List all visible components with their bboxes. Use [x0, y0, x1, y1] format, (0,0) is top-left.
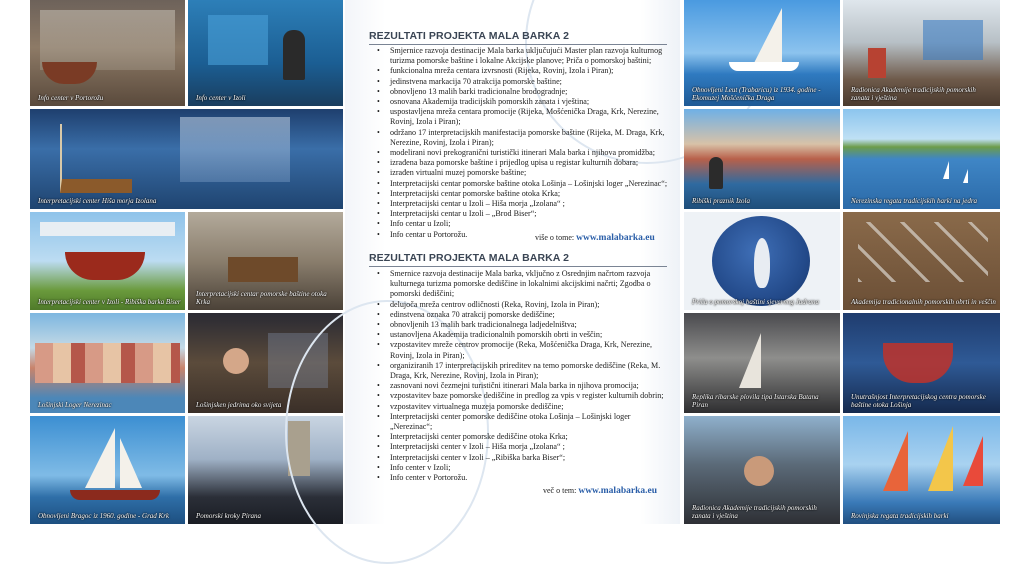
- photo-caption: Ribiški praznik Izola: [692, 197, 750, 205]
- list-item: • organiziranih 17 interpretacijskih prireditev na temo pomorske dediščine (Reka, M. Draga, Krk, Nerezine, Rovinj, Izola in Piran);: [370, 361, 668, 381]
- results-list-slovene: [370, 269, 668, 483]
- photo-centar-krk: [188, 212, 343, 310]
- list-item: • Info center v Izoli;: [370, 463, 668, 473]
- photo-caption: Nerezinska regata tradicijskih barki na jedra: [851, 197, 978, 205]
- more-info-slovene: [543, 486, 657, 496]
- list-item: • Info centar u Portorožu.: [370, 230, 668, 240]
- list-item: • obnovljenih 13 malih bark tradicionalnega ladjedelništva;: [370, 320, 668, 330]
- more-info-croatian: [535, 233, 655, 243]
- list-item: • Interpretacijski center v Izoli – Hiša morja „Izolana“ ;: [370, 442, 668, 452]
- photo-bragoc-krk: [30, 416, 185, 524]
- list-item: • Info centar u Izoli;: [370, 219, 668, 229]
- list-item: • izrađen virtualni muzej pomorske baštine;: [370, 168, 668, 178]
- title-rule: [369, 44, 667, 45]
- photo-caption: Radionica Akademije tradicijskih pomorskih zanata i vještina: [692, 504, 817, 520]
- photo-caption: Akademija tradicionalnih pomorskih obrti in veščin: [851, 298, 996, 306]
- photo-caption: Lošinjski Loger Nerezinac: [38, 401, 112, 409]
- list-item: • modelirani novi prekogranični turistički itinerari Mala barka i njihova promidžba;: [370, 148, 668, 158]
- section-title-slovene: REZULTATI PROJEKTA MALA BARKA 2: [369, 252, 570, 264]
- photo-caption: Pomorski kroky Pirana: [196, 512, 262, 520]
- photo-caption: Rovinjska regata tradicijskih barki: [851, 512, 949, 520]
- list-item: • vzpostavitev virtualnega muzeja pomorske dediščine;: [370, 402, 668, 412]
- photo-ribiska-barka-biser: [30, 212, 185, 310]
- photo-caption: Obnovljeni Bragoc iz 1960. godine - Grad Krk: [38, 512, 170, 520]
- photo-unutrasnjost-losinj: [843, 313, 1000, 413]
- list-item: • Interpretacijski centar pomorske baštine otoka Krka;: [370, 189, 668, 199]
- photo-rovinjska-regata: [843, 416, 1000, 524]
- photo-prica-pomorskoj-bastini: [684, 212, 840, 310]
- photo-caption: Replika ribarske plovila tipa Istarska Batana Piran: [692, 393, 819, 409]
- list-item: • osnovana Akademija tradicijskih pomorskih zanata i vještina;: [370, 97, 668, 107]
- list-item: • ustanovljena Akademija tradicionalnih pomorskih obrti in veščin;: [370, 330, 668, 340]
- photo-caption: Interpretacijski center v Izoli - Ribiška barka Biser: [38, 298, 181, 306]
- list-item: • vzpostavitev baze pomorske dediščine in predlog za vpis v register kulturnih dobrin;: [370, 391, 668, 401]
- list-item: • zasnovani novi čezmejni turistični itinerari Mala barka in njihova promocija;: [370, 381, 668, 391]
- photo-caption: Info center v Portorožu: [38, 94, 104, 102]
- more-label: več o tem:: [543, 486, 577, 495]
- photo-info-center-izola: [188, 0, 343, 106]
- list-item: • Interpretacijski centar pomorske baštine otoka Lošinja – Lošinjski loger „Nerezinac“;: [370, 179, 668, 189]
- photo-caption: Interpretacijski center Hiša morja Izolana: [38, 197, 157, 205]
- photo-caption: Interpretacijski centar pomorske baštine otoka Krka: [196, 290, 327, 306]
- list-item: • Interpretacijski center v Izoli – „Ribiška barka Biser“;: [370, 453, 668, 463]
- list-item: • izrađena baza pomorske baštine i prijedlog upisa u registar kulturnih dobara;: [370, 158, 668, 168]
- photo-leut-moscenicka-draga: [684, 0, 840, 106]
- photo-radionica-akademije-2: [684, 416, 840, 524]
- photo-caption: Unutrašnjost Interpretacijskog centra pomorske baštine otoka Lošinja: [851, 393, 986, 409]
- list-item: • funkcionalna mreža centara izvrsnosti (Rijeka, Rovinj, Izola i Piran);: [370, 66, 668, 76]
- photo-nerezinska-regata: [843, 109, 1000, 209]
- text-panel: [345, 0, 680, 524]
- photo-radionica-akademije-1: [843, 0, 1000, 106]
- list-item: • Interpretacijski centar u Izoli – „Brod Biser“;: [370, 209, 668, 219]
- photo-ribiski-praznik-izola: [684, 109, 840, 209]
- photo-hisa-morja-izolana: [30, 109, 343, 209]
- list-item: • održano 17 interpretacijskih manifestacija pomorske baštine (Rijeka, M. Draga, Krk, Nerezine, Rovinj, Izola i Piran);: [370, 128, 668, 148]
- photo-akademija-obrti: [843, 212, 1000, 310]
- list-item: • Smernice razvoja destinacije Mala barka, vključno z Osrednjim načrtom razvoja kulturnega turizma pomorske dediščine in lokalnimi akcijskimi načrti; Zgodba o pomorski dediščini;: [370, 269, 668, 300]
- photo-caption: Obnovljeni Leut (Trabaricu) iz 1934. godine - Ekomuzej Mošćenička Draga: [692, 86, 821, 102]
- list-item: • uspostavljena mreža centara promocije (Rijeka, Mošćenička Draga, Krk, Nerezine, Rovinj, Izola i Piran);: [370, 107, 668, 127]
- list-item: • Interpretacijski center pomorske dediščine otoka Krka;: [370, 432, 668, 442]
- photo-replika-batana-piran: [684, 313, 840, 413]
- list-item: • Info center v Portorožu.: [370, 473, 668, 483]
- photo-losinjski-loger: [30, 313, 185, 413]
- title-rule: [369, 266, 667, 267]
- website-link[interactable]: www.malabarka.eu: [576, 233, 655, 243]
- list-item: • vzpostavitev mreže centrov promocije (Reka, Mošćenička Draga, Krk, Nerezine, Rovinj, Izola in Piran);: [370, 340, 668, 360]
- list-item: • edinstvena oznaka 70 atrakcij pomorske dediščine;: [370, 310, 668, 320]
- more-label: više o tome:: [535, 233, 575, 242]
- photo-info-center-portoroz: [30, 0, 185, 106]
- list-item: • obnovljeno 13 malih barki tradicionalne brodogradnje;: [370, 87, 668, 97]
- list-item: • Smjernice razvoja destinacije Mala barka uključujući Master plan razvoja kulturnog turizma pomorske baštine i lokalne Akcijske planove; Priča o pomorskoj baštini;: [370, 46, 668, 66]
- photo-caption: Priča o pomorskoj baštini sjevernog Jadrana: [692, 298, 819, 306]
- list-item: • Interpretacijski center pomorske dediščine otoka Lošinja – Lošinjski loger „Nerezinac“;: [370, 412, 668, 432]
- section-title-croatian: REZULTATI PROJEKTA MALA BARKA 2: [369, 30, 570, 42]
- list-item: • jedinstvena markacija 70 atrakcija pomorske baštine;: [370, 77, 668, 87]
- photo-caption: Info center v Izoli: [196, 94, 246, 102]
- results-list-croatian: [370, 46, 668, 240]
- photo-caption: Lošinjsken jedrima oko svijeta: [196, 401, 282, 409]
- list-item: • delujoča mreža centrov odličnosti (Reka, Rovinj, Izola in Piran);: [370, 300, 668, 310]
- website-link[interactable]: www.malabarka.eu: [578, 486, 657, 496]
- list-item: • Interpretacijski centar u Izoli – Hiša morja „Izolana“ ;: [370, 199, 668, 209]
- photo-caption: Radionica Akademije tradicijskih pomorskih zanata i vještina: [851, 86, 976, 102]
